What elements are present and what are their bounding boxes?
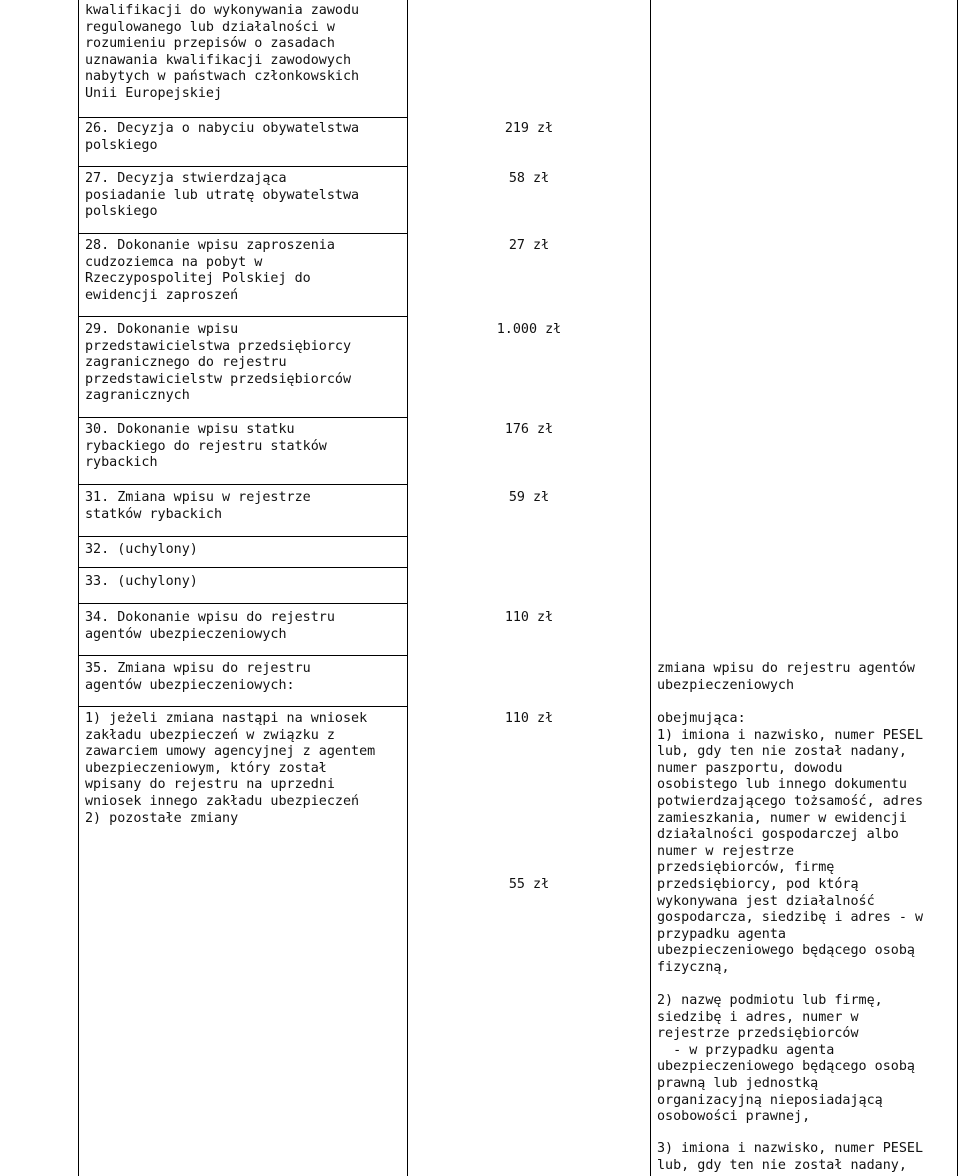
row-separator [78, 233, 408, 234]
table-border-right [957, 0, 958, 1176]
row-continuation-text: kwalifikacji do wykonywania zawodu regulowanego lub działalności w rozumieniu przepisów o zasadach uznawania kwalifikacji zawodowych nabytych w państwach członkowskich Unii Europejskiej [85, 3, 360, 101]
row-35-description-heading: 35. Zmiana wpisu do rejestru agentów ubezpieczeniowych: [85, 661, 311, 693]
row-33-description: 33. (uchylony) [85, 574, 198, 589]
row-35-note-item-1: obejmująca: 1) imiona i nazwisko, numer PESEL lub, gdy ten nie został nadany, numer paszportu, dowodu osobistego lub innego dokumentu potwierdzającego tożsamość, adres zamieszkania, numer w ewidencji działalności gospodarczej albo numer w rejestrze przedsiębiorców, firmę przedsiębiorcy, pod którą wykonywana jest działalność gospodarcza, siedzibę i adres - w przypadku agenta ubezpieczeniowego będącego osobą fizyczną, [657, 711, 924, 975]
row-34-description: 34. Dokonanie wpisu do rejestru agentów ubezpieczeniowych [85, 610, 335, 642]
row-separator [78, 655, 408, 656]
row-35-description-items: 1) jeżeli zmiana nastąpi na wniosek zakładu ubezpieczeń w związku z zawarciem umowy agencyjnej z agentem ubezpieczeniowym, który został wpisany do rejestru na uprzedni wniosek innego zakładu ubezpieczeń 2) pozostałe zmiany [85, 711, 376, 826]
row-32-description: 32. (uchylony) [85, 542, 198, 557]
row-35-note-item-3: 3) imiona i nazwisko, numer PESEL lub, gdy ten nie został nadany, [657, 1141, 924, 1173]
row-separator [78, 417, 408, 418]
row-separator [78, 567, 408, 568]
row-29-description: 29. Dokonanie wpisu przedstawicielstwa przedsiębiorcy zagranicznego do rejestru przedstawicielstw przedsiębiorców zagranicznych [85, 322, 352, 404]
row-separator [78, 117, 408, 118]
row-separator [78, 316, 408, 317]
row-31-fee: 59 zł [508, 490, 550, 505]
row-separator [78, 484, 408, 485]
row-26-description: 26. Decyzja o nabyciu obywatelstwa polskiego [85, 121, 360, 153]
row-separator [78, 166, 408, 167]
row-30-description: 30. Dokonanie wpisu statku rybackiego do rejestru statków rybackich [85, 422, 327, 471]
row-34-fee: 110 zł [504, 610, 554, 625]
row-separator [78, 536, 408, 537]
table-divider-fee-note [650, 0, 651, 1176]
row-30-fee: 176 zł [504, 422, 554, 437]
table-border-left [78, 0, 79, 1176]
row-28-description: 28. Dokonanie wpisu zaproszenia cudzoziemca na pobyt w Rzeczypospolitej Polskiej do ewidencji zaproszeń [85, 238, 335, 303]
row-26-fee: 219 zł [504, 121, 554, 136]
row-31-description: 31. Zmiana wpisu w rejestrze statków rybackich [85, 490, 311, 522]
row-35-fee-1: 110 zł [504, 711, 554, 726]
row-35-fee-2: 55 zł [508, 877, 550, 892]
row-28-fee: 27 zł [508, 238, 550, 253]
row-29-fee: 1.000 zł [496, 322, 562, 337]
row-35-note-item-2: 2) nazwę podmiotu lub firmę, siedzibę i adres, numer w rejestrze przedsiębiorców - w przypadku agenta ubezpieczeniowego będącego osobą prawną lub jednostką organizacyjną nieposiadającą osobowości prawnej, [657, 993, 915, 1125]
row-35-note-heading: zmiana wpisu do rejestru agentów ubezpieczeniowych [657, 661, 915, 693]
row-separator [78, 603, 408, 604]
row-27-fee: 58 zł [508, 171, 550, 186]
row-separator [78, 706, 408, 707]
row-27-description: 27. Decyzja stwierdzająca posiadanie lub utratę obywatelstwa polskiego [85, 171, 360, 220]
